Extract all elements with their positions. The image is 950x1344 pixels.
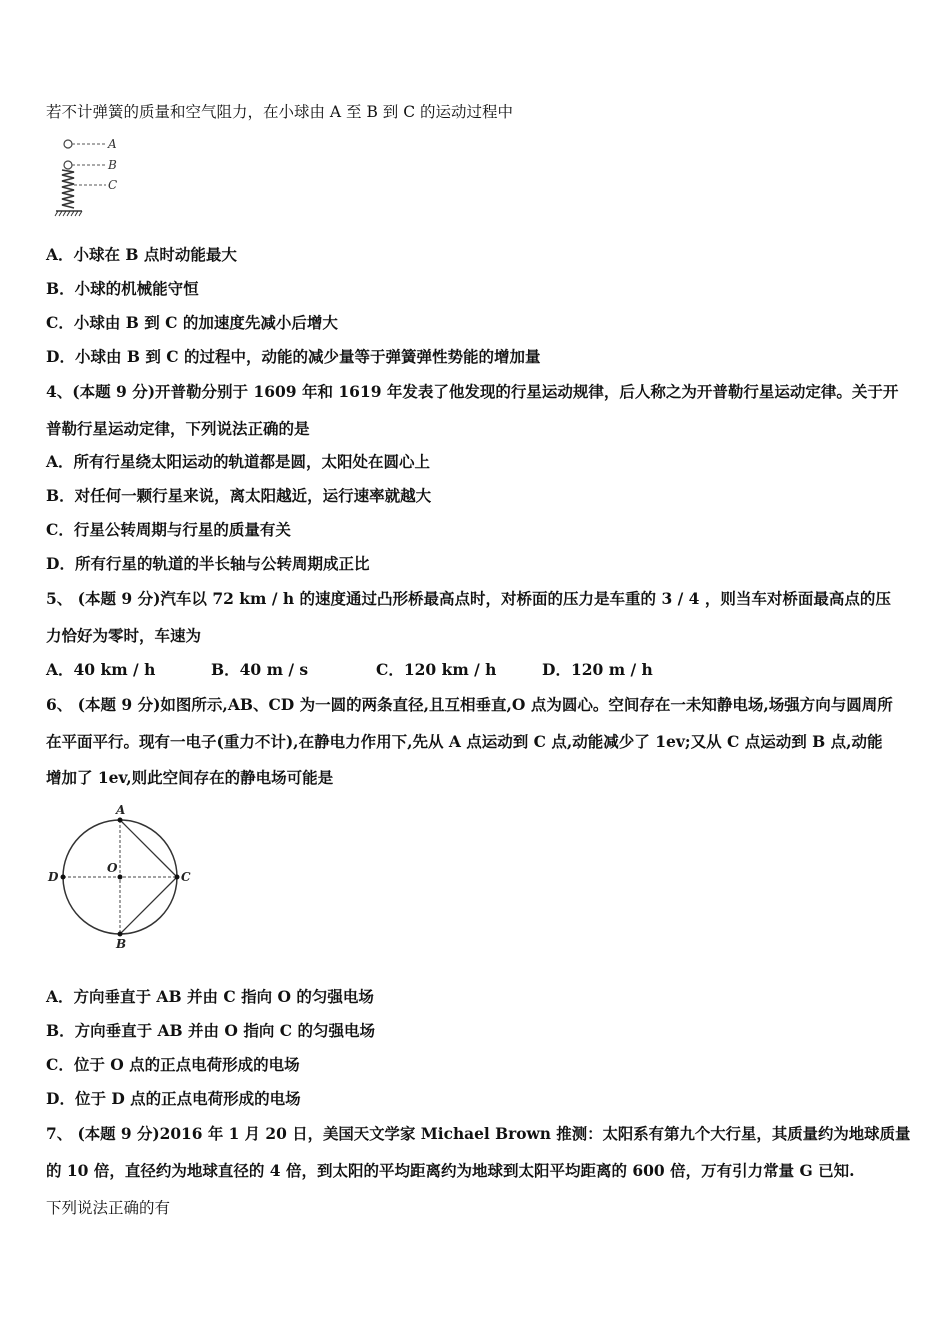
question-intro: 若不计弹簧的质量和空气阻力，在小球由 A 至 B 到 C 的运动过程中 — [46, 103, 514, 121]
ball-position-b — [64, 161, 72, 169]
q4-option-d: D．所有行星的轨道的半长轴与公转周期成正比 — [46, 554, 370, 573]
q5-option-b: B．40 m / s — [211, 660, 309, 679]
point-b — [118, 932, 123, 937]
q3-option-a: A．小球在 B 点时动能最大 — [46, 245, 237, 264]
ball-position-a — [64, 140, 72, 148]
q7-stem-line2: 的 10 倍，直径约为地球直径的 4 倍，到太阳的平均距离约为地球到太阳平均距离的 600 倍，万有引力常量 G 已知. — [46, 1161, 855, 1180]
point-a — [118, 818, 123, 823]
point-c — [175, 875, 180, 880]
q6-option-c: C．位于 O 点的正点电荷形成的电场 — [46, 1055, 300, 1074]
q6-option-a: A．方向垂直于 AB 并由 C 指向 O 的匀强电场 — [46, 987, 374, 1006]
q3-option-c: C．小球由 B 到 C 的加速度先减小后增大 — [46, 313, 338, 332]
chord-ac — [120, 820, 177, 877]
q4-stem-line2: 普勒行星运动定律，下列说法正确的是 — [46, 419, 310, 438]
q6-option-d: D．位于 D 点的正点电荷形成的电场 — [46, 1089, 301, 1108]
point-d — [61, 875, 66, 880]
point-o — [118, 875, 123, 880]
q4-option-a: A．所有行星绕太阳运动的轨道都是圆，太阳处在圆心上 — [46, 452, 431, 471]
q3-option-d: D．小球由 B 到 C 的过程中，动能的减少量等于弹簧弹性势能的增加量 — [46, 347, 541, 366]
label-c: C — [108, 178, 118, 192]
label-a: A — [108, 137, 117, 151]
q5-stem-line2: 力恰好为零时，车速为 — [46, 626, 202, 645]
q5-option-d: D．120 m / h — [542, 660, 653, 679]
circle-figure — [44, 800, 194, 954]
q5-stem-line1: 5、 (本题 9 分)汽车以 72 km / h 的速度通过凸形桥最高点时，对桥面的压力是车重的 3 / 4 ，则当车对桥面最高点的压 — [46, 589, 891, 608]
q7-stem-line1: 7、 (本题 9 分)2016 年 1 月 20 日，美国天文学家 Michael Brown 推测：太阳系有第九个大行星，其质量约为地球质量 — [46, 1124, 911, 1143]
q5-option-c: C．120 km / h — [376, 660, 497, 679]
label-a: A — [116, 803, 126, 817]
spring-figure — [50, 134, 130, 220]
chord-cb — [120, 877, 177, 934]
spring-coil — [62, 170, 74, 208]
label-b: B — [116, 937, 127, 951]
q4-stem-line1: 4、(本题 9 分)开普勒分别于 1609 年和 1619 年发表了他发现的行星运动规律，后人称之为开普勒行星运动定律。关于开 — [46, 382, 899, 401]
q4-option-b: B．对任何一颗行星来说，离太阳越近，运行速率就越大 — [46, 486, 432, 505]
q6-stem-line3: 增加了 1ev,则此空间存在的静电场可能是 — [46, 768, 334, 787]
label-c: C — [181, 870, 191, 884]
q7-stem-line3: 下列说法正确的有 — [46, 1199, 171, 1217]
q6-stem-line2: 在平面平行。现有一电子(重力不计),在静电力作用下,先从 A 点运动到 C 点,动能减少了 1ev;又从 C 点运动到 B 点,动能 — [46, 732, 883, 751]
q6-option-b: B．方向垂直于 AB 并由 O 指向 C 的匀强电场 — [46, 1021, 375, 1040]
q6-stem-line1: 6、 (本题 9 分)如图所示,AB、CD 为一圆的两条直径,且互相垂直,O 点为圆心。空间存在一未知静电场,场强方向与圆周所 — [46, 695, 893, 714]
q3-option-b: B．小球的机械能守恒 — [46, 279, 199, 298]
label-b: B — [108, 158, 117, 172]
q5-option-a: A．40 km / h — [46, 660, 156, 679]
q4-option-c: C．行星公转周期与行星的质量有关 — [46, 520, 291, 539]
label-d: D — [48, 870, 59, 884]
label-o: O — [107, 861, 118, 875]
